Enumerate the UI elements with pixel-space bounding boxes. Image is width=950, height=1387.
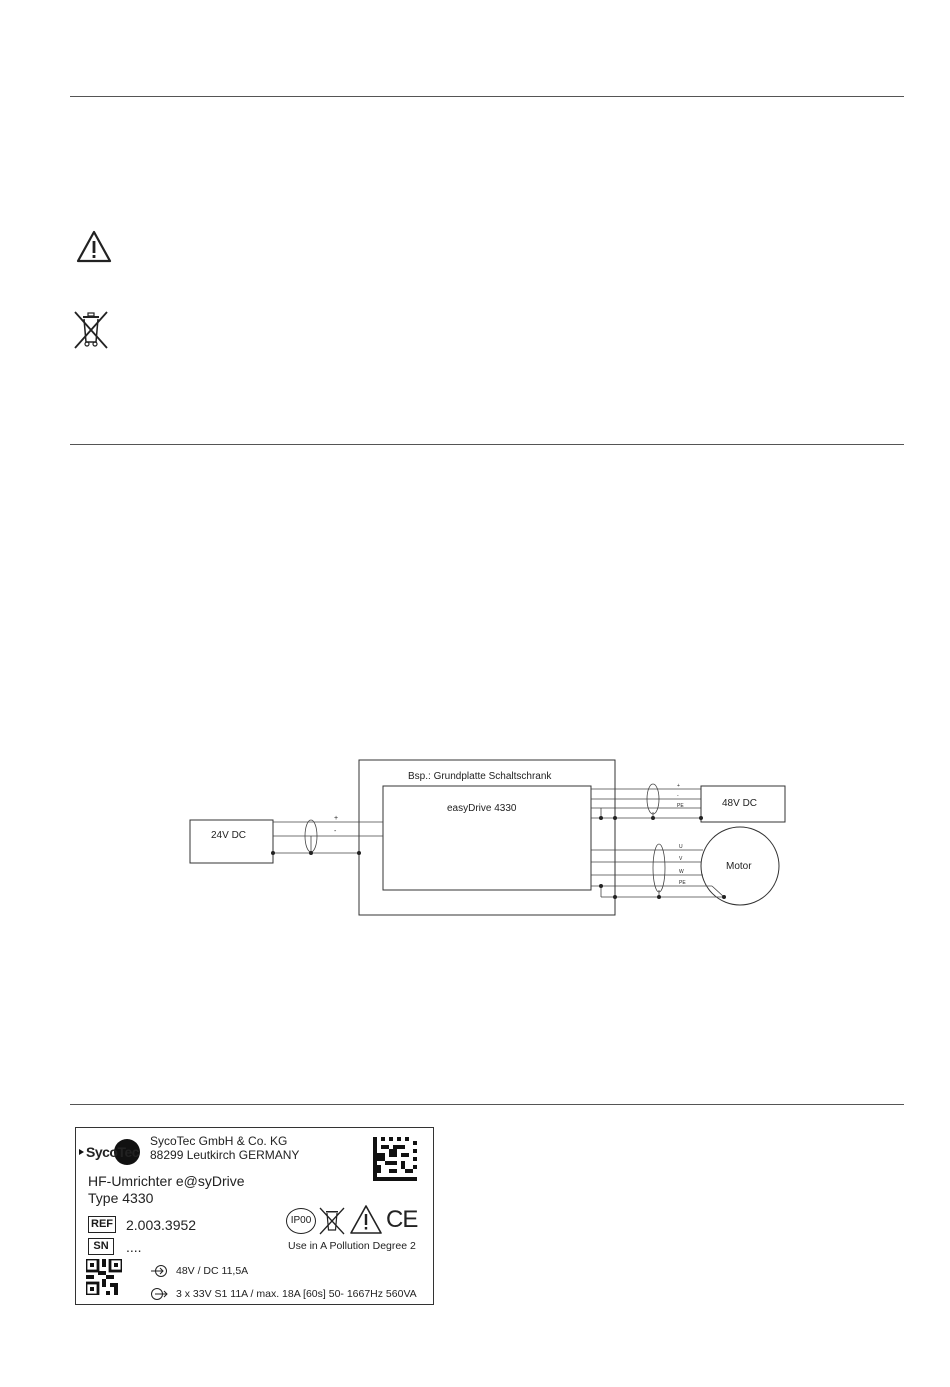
company-address: 88299 Leutkirch GERMANY	[150, 1148, 300, 1162]
pin-48-minus: -	[677, 793, 679, 799]
supply-48v-label: 48V DC	[722, 798, 758, 809]
ref-value: 2.003.3952	[126, 1217, 197, 1233]
weee-bin-small-icon	[318, 1206, 346, 1236]
pin-v: V	[679, 856, 683, 862]
pin-pe: PE	[679, 880, 686, 886]
pin-w: W	[679, 869, 684, 875]
output-power-icon	[150, 1287, 168, 1301]
pollution-degree-text: Use in A Pollution Degree 2	[288, 1240, 416, 1252]
input-power-icon	[150, 1264, 168, 1278]
pin-48-pe: PE	[677, 803, 684, 809]
output-spec: 3 x 33V S1 11A / max. 18A [60s] 50- 1667Hz 560VA	[176, 1288, 417, 1300]
pin-24-plus: +	[334, 815, 339, 822]
sycotec-logo	[78, 1138, 142, 1166]
drive-box	[383, 786, 591, 890]
pin-24-minus: -	[334, 828, 337, 835]
supply-24v-box	[190, 820, 273, 863]
motor-label: Motor	[726, 861, 752, 872]
ce-mark: CE	[386, 1206, 418, 1233]
company-name: SycoTec GmbH & Co. KG	[150, 1134, 288, 1148]
sn-value: ....	[126, 1239, 142, 1255]
pin-48-plus: +	[677, 783, 680, 789]
cabinet-plate	[359, 760, 615, 915]
sn-tag: SN	[88, 1238, 114, 1255]
drive-label: easyDrive 4330	[447, 803, 517, 814]
qr-code	[86, 1259, 122, 1295]
cabinet-label: Bsp.: Grundplatte Schaltschrank	[408, 771, 552, 782]
supply-24v-label: 24V DC	[211, 830, 247, 841]
product-name: HF-Umrichter e@syDrive	[88, 1173, 245, 1189]
pin-u: U	[679, 844, 683, 850]
shield-motor	[653, 844, 665, 892]
ip-rating-badge: IP00	[286, 1208, 316, 1234]
warning-triangle-small-icon	[349, 1204, 383, 1235]
datamatrix-code	[373, 1137, 417, 1181]
logo-text: SycoTec	[86, 1144, 140, 1160]
input-spec: 48V / DC 11,5A	[176, 1265, 249, 1277]
ref-tag: REF	[88, 1216, 116, 1233]
product-type: Type 4330	[88, 1190, 154, 1206]
nameplate	[75, 1127, 434, 1305]
